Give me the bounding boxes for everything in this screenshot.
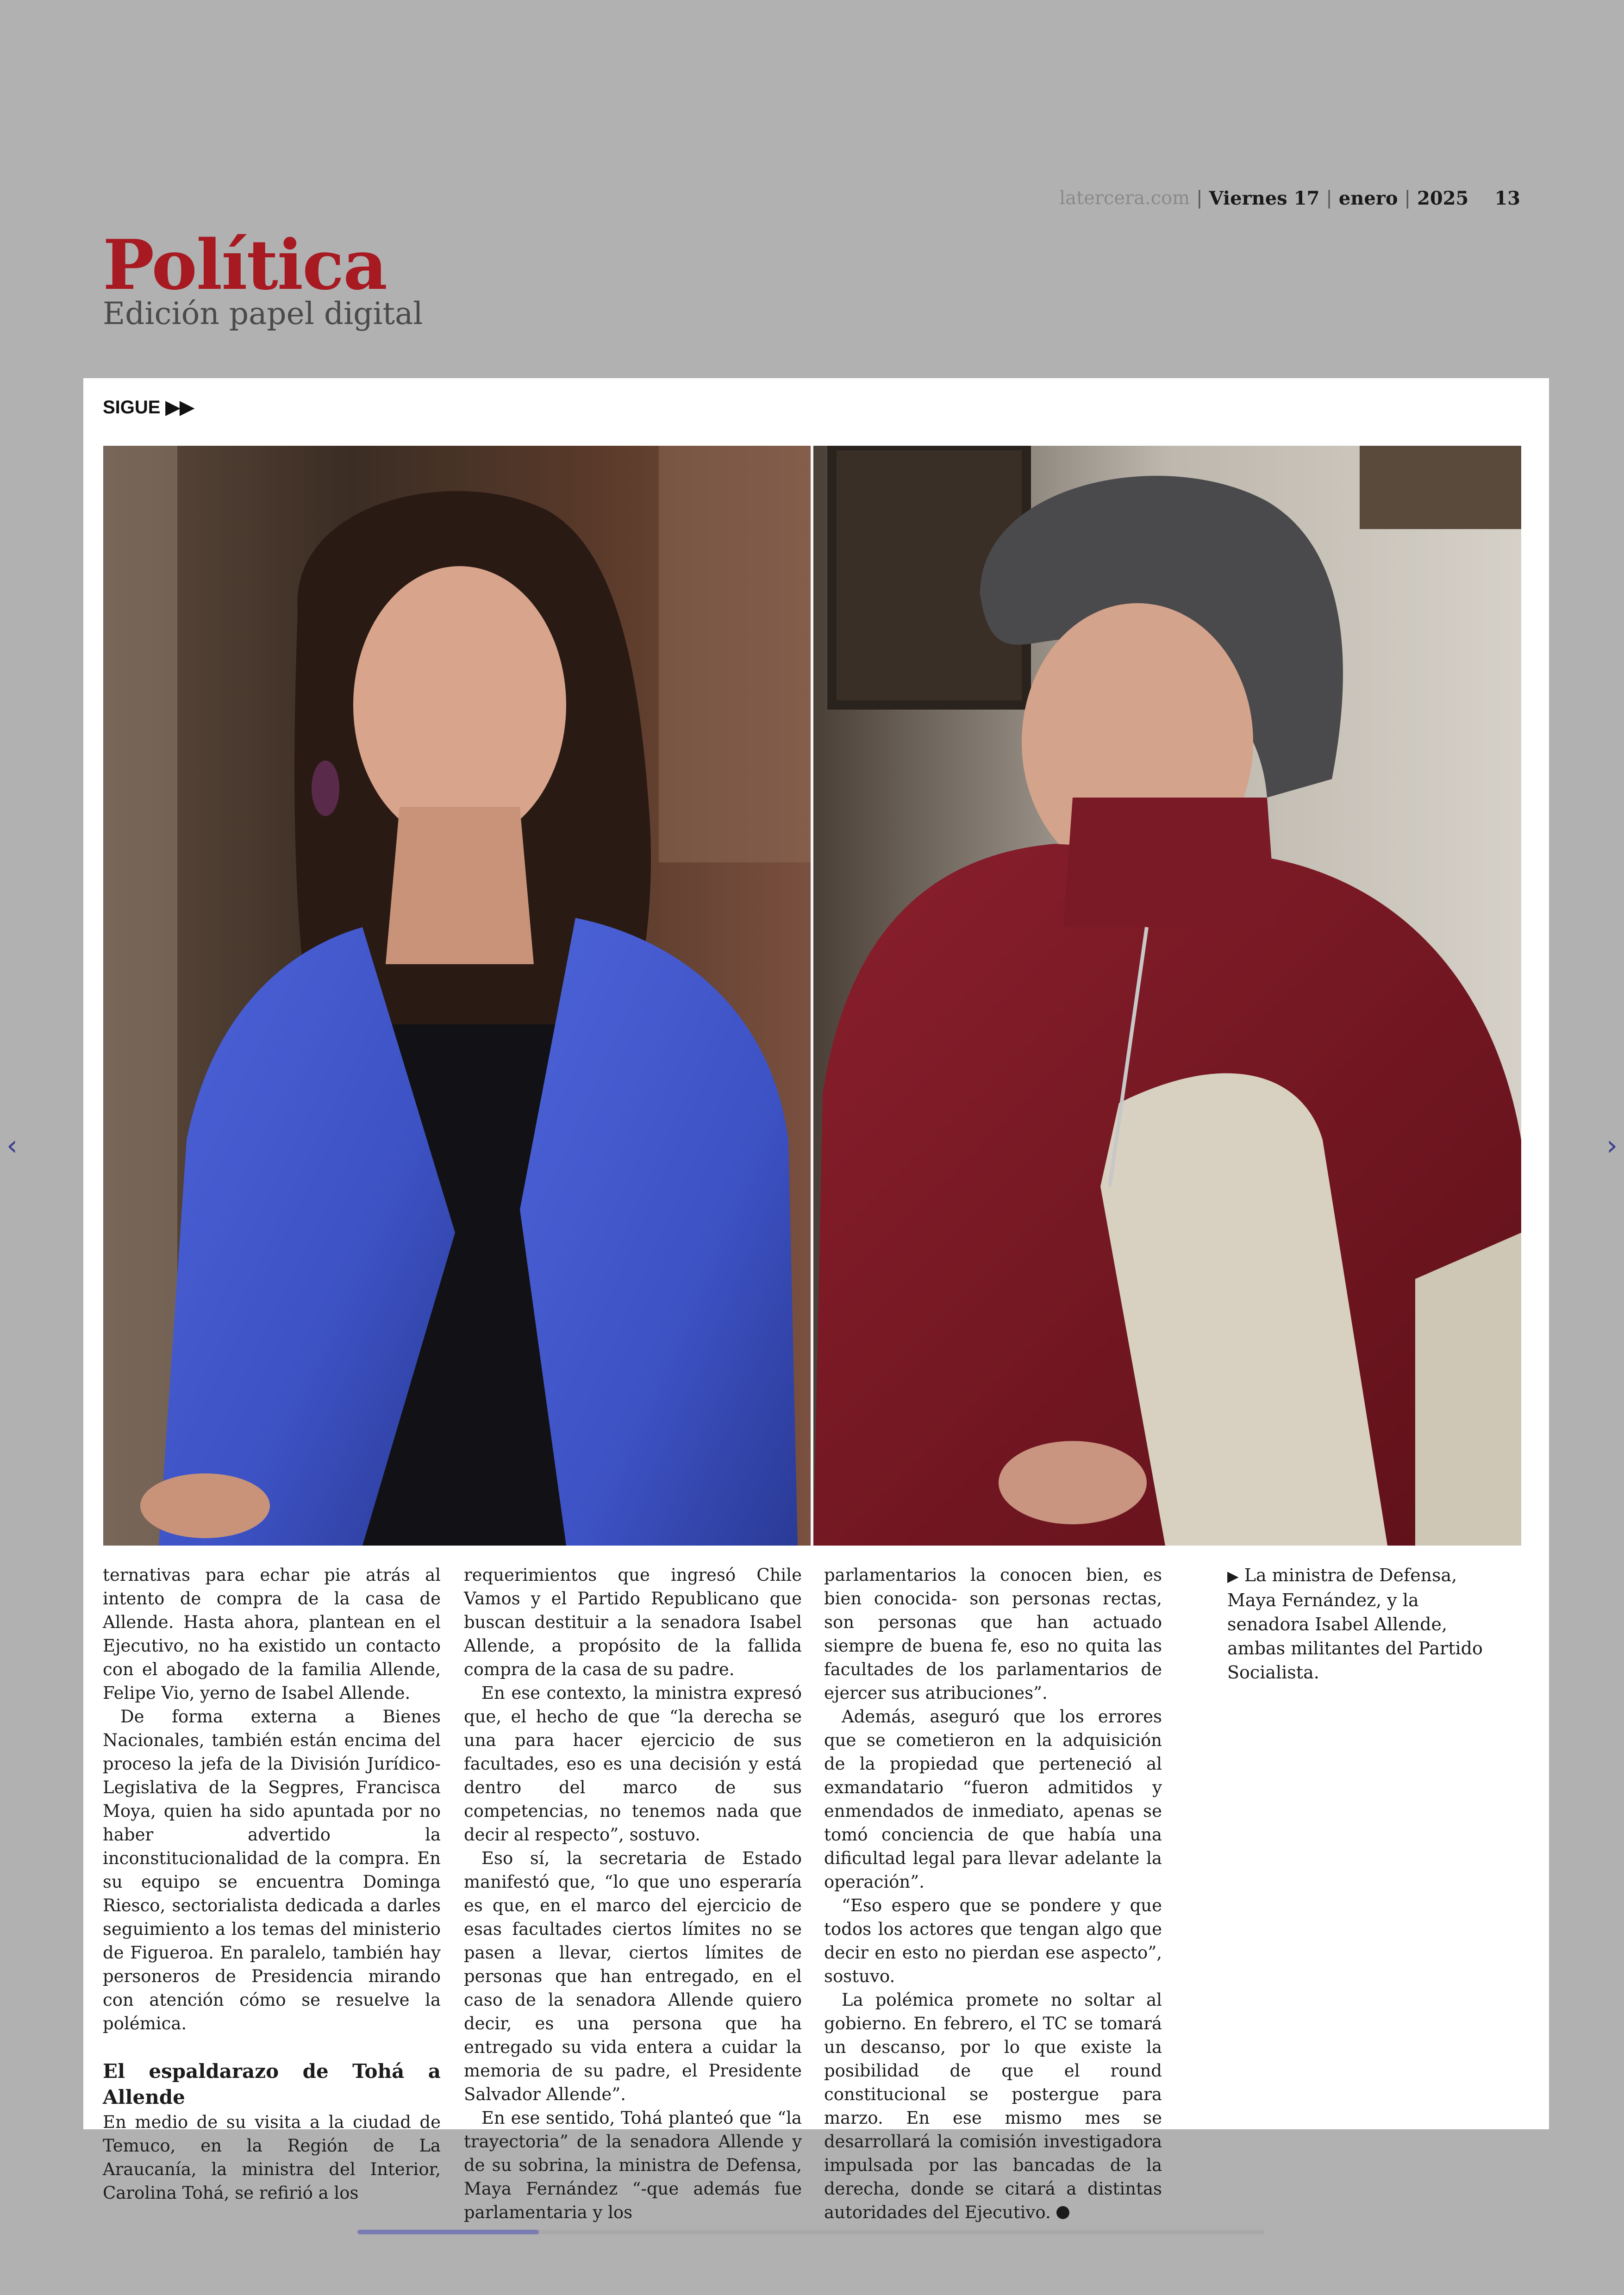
photo-left-illustration xyxy=(103,446,811,1546)
header-day: Viernes 17 xyxy=(1209,187,1320,209)
header-separator: | xyxy=(1404,187,1411,209)
article-column-3 xyxy=(824,1563,1162,2224)
caption-marker-icon: ▶ xyxy=(1227,1567,1239,1585)
article-paragraph: Eso sí, la secretaria de Estado manifestó que, “lo que uno esperaría es que, en el marco del ejercicio de esas facultades ciertos límites no se pasen a llevar, ciertos límites de personas que han entregado, en el caso de la senadora Allende quiero decir, es una persona que ha entregado su vida entera a cuidar la memoria de su padre, el Presidente Salvador Allende”. xyxy=(464,1848,802,2104)
caption-text: La ministra de Defensa, Maya Fernández, y la senadora Isabel Allende, ambas militantes del Partido Socialista. xyxy=(1227,1565,1483,1683)
article-paragraph: En medio de su visita a la ciudad de Temuco, en la Región de La Araucanía, la ministra del Interior, Carolina Tohá, se refirió a los xyxy=(103,2112,441,2203)
previous-page-arrow-icon[interactable]: ‹ xyxy=(6,1129,18,1162)
article-paragraph: parlamentarios la conocen bien, es bien conocida- son personas rectas, son personas que han actuado siempre de buena fe, eso no quita las facultades de los parlamentarios de ejercer sus atribuciones”. xyxy=(824,1565,1162,1703)
end-of-article-dot xyxy=(1056,2206,1069,2219)
article-column-1 xyxy=(103,1563,441,2205)
newspaper-page xyxy=(83,378,1549,2222)
header-month: enero xyxy=(1338,187,1398,209)
article-column-2 xyxy=(464,1563,802,2224)
header-separator: | xyxy=(1326,187,1332,209)
page-header-info xyxy=(1059,184,1520,212)
article-paragraph: ternativas para echar pie atrás al intento de compra de la casa de Allende. Hasta ahora, plantean en el Ejecutivo, no ha existido un contacto con el abogado de la familia Allende, Felipe Vio, yerno de Isabel Allende. xyxy=(103,1565,441,1703)
header-year: 2025 xyxy=(1417,187,1469,209)
section-title: Política xyxy=(103,225,387,305)
article-paragraph: requerimientos que ingresó Chile Vamos y el Partido Republicano que buscan destituir a la senadora Isabel Allende, a propósito de la fallida compra de la casa de su padre. xyxy=(464,1565,802,1679)
article-paragraph: “Eso espero que se pondere y que todos los actores que tengan algo que decir en esto no pierdan ese aspecto”, sostuvo. xyxy=(824,1896,1162,1986)
article-paragraph: Además, aseguró que los errores que se cometieron en la adquisición de la propiedad que perteneció al exmandatario “fueron admitidos y enmendados de inmediato, apenas se tomó conciencia de que había una dificultad legal para llevar adelante la operación”. xyxy=(824,1707,1162,1892)
article-paragraph: De forma externa a Bienes Nacionales, también están encima del proceso la jefa de la División Jurídico-Legislativa de la Segpres, Francisca Moya, quien ha sido apuntada por no haber advertido la inconstitucionalidad de la compra. En su equipo se encuentra Dominga Riesco, sectorialista dedicada a darles seguimiento a los temas del ministerio de Figueroa. En paralelo, también hay personeros de Presidencia mirando con atención cómo se resuelve la polémica. xyxy=(103,1707,441,2033)
sigue-label: SIGUE ▶▶ xyxy=(103,397,194,418)
page-number: 13 xyxy=(1494,187,1520,209)
header-separator: | xyxy=(1196,187,1203,209)
photo-caption xyxy=(1227,1563,1505,1684)
photo-right-illustration xyxy=(813,446,1521,1546)
article-subheading: El espaldarazo de Tohá a Allende xyxy=(103,2060,441,2108)
article-paragraph xyxy=(824,1988,1162,2224)
article-paragraph: En ese sentido, Tohá planteó que “la trayectoria” de la senadora Allende y de su sobrina, la ministra de Defensa, Maya Fernández “-que además fue parlamentaria y los xyxy=(464,2108,802,2222)
article-paragraph-text: La polémica promete no soltar al gobierno. En febrero, el TC se tomará un descanso, por lo que existe la posibilidad de que el round constitucional se postergue para marzo. En ese mismo mes se desarrollará la comisión investigadora impulsada por las bancadas de la derecha, donde se citará a distintas autoridades del Ejecutivo. xyxy=(824,1990,1162,2222)
page-scrollbar-track[interactable] xyxy=(357,2230,1265,2234)
photo-maya-fernandez xyxy=(103,446,811,1546)
site-name: latercera.com xyxy=(1059,187,1190,209)
section-subtitle: Edición papel digital xyxy=(103,296,423,331)
photo-isabel-allende xyxy=(813,446,1521,1546)
article-paragraph: En ese contexto, la ministra expresó que, el hecho de que “la derecha se una para hacer ejercicio de sus facultades, eso es una decisión y está dentro del marco de sus competencias, no tenemos nada que decir al respecto”, sostuvo. xyxy=(464,1683,802,1845)
page-scrollbar-thumb[interactable] xyxy=(357,2230,539,2234)
next-page-arrow-icon[interactable]: › xyxy=(1606,1129,1618,1162)
